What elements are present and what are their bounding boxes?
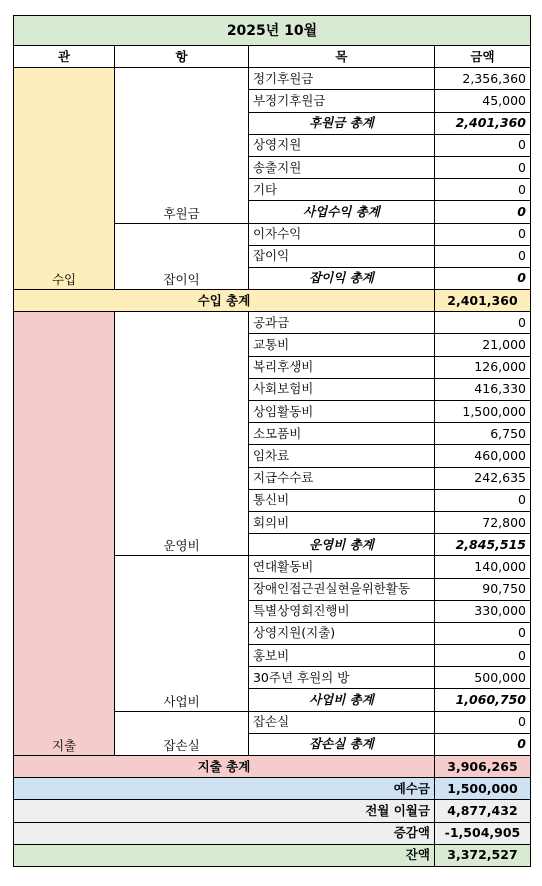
item-value: 0 [434,622,530,644]
subtotal-label: 후원금 총계 [248,112,434,134]
item-label: 상영지원(지출) [248,622,434,644]
subtotal-value: 0 [434,201,530,223]
item-label: 상영지원 [248,134,434,156]
deposit-value: 1,500,000 [434,778,530,800]
table-row [14,312,531,334]
header-gwan: 관 [14,46,115,68]
item-value: 500,000 [434,667,530,689]
monthly-ledger-table [13,15,531,867]
item-value: 0 [434,245,530,267]
subtotal-value: 0 [434,267,530,289]
header-amount: 금액 [434,46,530,68]
change-label: 증감액 [14,822,435,844]
subtotal-value: 0 [434,733,530,755]
sponsorship-hang-cell: 후원금 [115,68,249,223]
subtotal-value: 2,845,515 [434,534,530,556]
item-label: 특별상영회진행비 [248,600,434,622]
item-label: 회의비 [248,511,434,533]
item-value: 0 [434,134,530,156]
item-value: 0 [434,711,530,733]
item-label: 임차료 [248,445,434,467]
item-label: 잡손실 [248,711,434,733]
expense-total-row [14,756,531,778]
balance-value: 3,372,527 [434,844,530,866]
title-row [14,16,531,46]
ledger-title: 2025년 10월 [14,16,531,46]
change-value: -1,504,905 [434,822,530,844]
item-value: 21,000 [434,334,530,356]
income-total-row [14,290,531,312]
business-hang-cell: 사업비 [115,556,249,711]
item-label: 통신비 [248,489,434,511]
income-gwan-cell: 수입 [14,68,115,290]
subtotal-value: 1,060,750 [434,689,530,711]
item-label: 부정기후원금 [248,90,434,112]
item-value: 72,800 [434,511,530,533]
item-value: 1,500,000 [434,401,530,423]
loss-hang-cell: 잡손실 [115,711,249,755]
item-label: 복리후생비 [248,356,434,378]
income-total-value: 2,401,360 [434,290,530,312]
item-label: 30주년 후원의 방 [248,667,434,689]
item-value: 460,000 [434,445,530,467]
item-label: 소모품비 [248,423,434,445]
deposit-row [14,778,531,800]
item-value: 2,356,360 [434,68,530,90]
item-value: 0 [434,179,530,201]
change-row [14,822,531,844]
item-value: 242,635 [434,467,530,489]
item-value: 0 [434,645,530,667]
item-label: 공과금 [248,312,434,334]
expense-total-label: 지출 총계 [14,756,435,778]
balance-row [14,844,531,866]
subtotal-label: 잡손실 총계 [248,733,434,755]
subtotal-value: 2,401,360 [434,112,530,134]
expense-total-value: 3,906,265 [434,756,530,778]
item-value: 0 [434,156,530,178]
item-value: 126,000 [434,356,530,378]
income-total-label: 수입 총계 [14,290,435,312]
table-row [14,68,531,90]
item-label: 기타 [248,179,434,201]
subtotal-label: 사업비 총계 [248,689,434,711]
subtotal-label: 사업수익 총계 [248,201,434,223]
item-value: 0 [434,223,530,245]
item-value: 0 [434,489,530,511]
item-value: 45,000 [434,90,530,112]
header-row [14,46,531,68]
deposit-label: 예수금 [14,778,435,800]
item-label: 송출지원 [248,156,434,178]
operating-hang-cell: 운영비 [115,312,249,556]
expense-gwan-cell: 지출 [14,312,115,756]
item-label: 장애인접근권실현을위한활동 [248,578,434,600]
item-label: 교통비 [248,334,434,356]
item-value: 6,750 [434,423,530,445]
item-label: 사회보험비 [248,378,434,400]
carryover-value: 4,877,432 [434,800,530,822]
item-value: 330,000 [434,600,530,622]
item-label: 잡이익 [248,245,434,267]
item-value: 90,750 [434,578,530,600]
subtotal-label: 운영비 총계 [248,534,434,556]
item-label: 상임활동비 [248,401,434,423]
item-value: 140,000 [434,556,530,578]
balance-label: 잔액 [14,844,435,866]
carryover-row [14,800,531,822]
carryover-label: 전월 이월금 [14,800,435,822]
item-label: 정기후원금 [248,68,434,90]
item-value: 0 [434,312,530,334]
header-mok: 목 [248,46,434,68]
item-label: 지급수수료 [248,467,434,489]
item-label: 홍보비 [248,645,434,667]
item-label: 연대활동비 [248,556,434,578]
misc-hang-cell: 잡이익 [115,223,249,290]
subtotal-label: 잡이익 총계 [248,267,434,289]
item-label: 이자수익 [248,223,434,245]
item-value: 416,330 [434,378,530,400]
header-hang: 항 [115,46,249,68]
